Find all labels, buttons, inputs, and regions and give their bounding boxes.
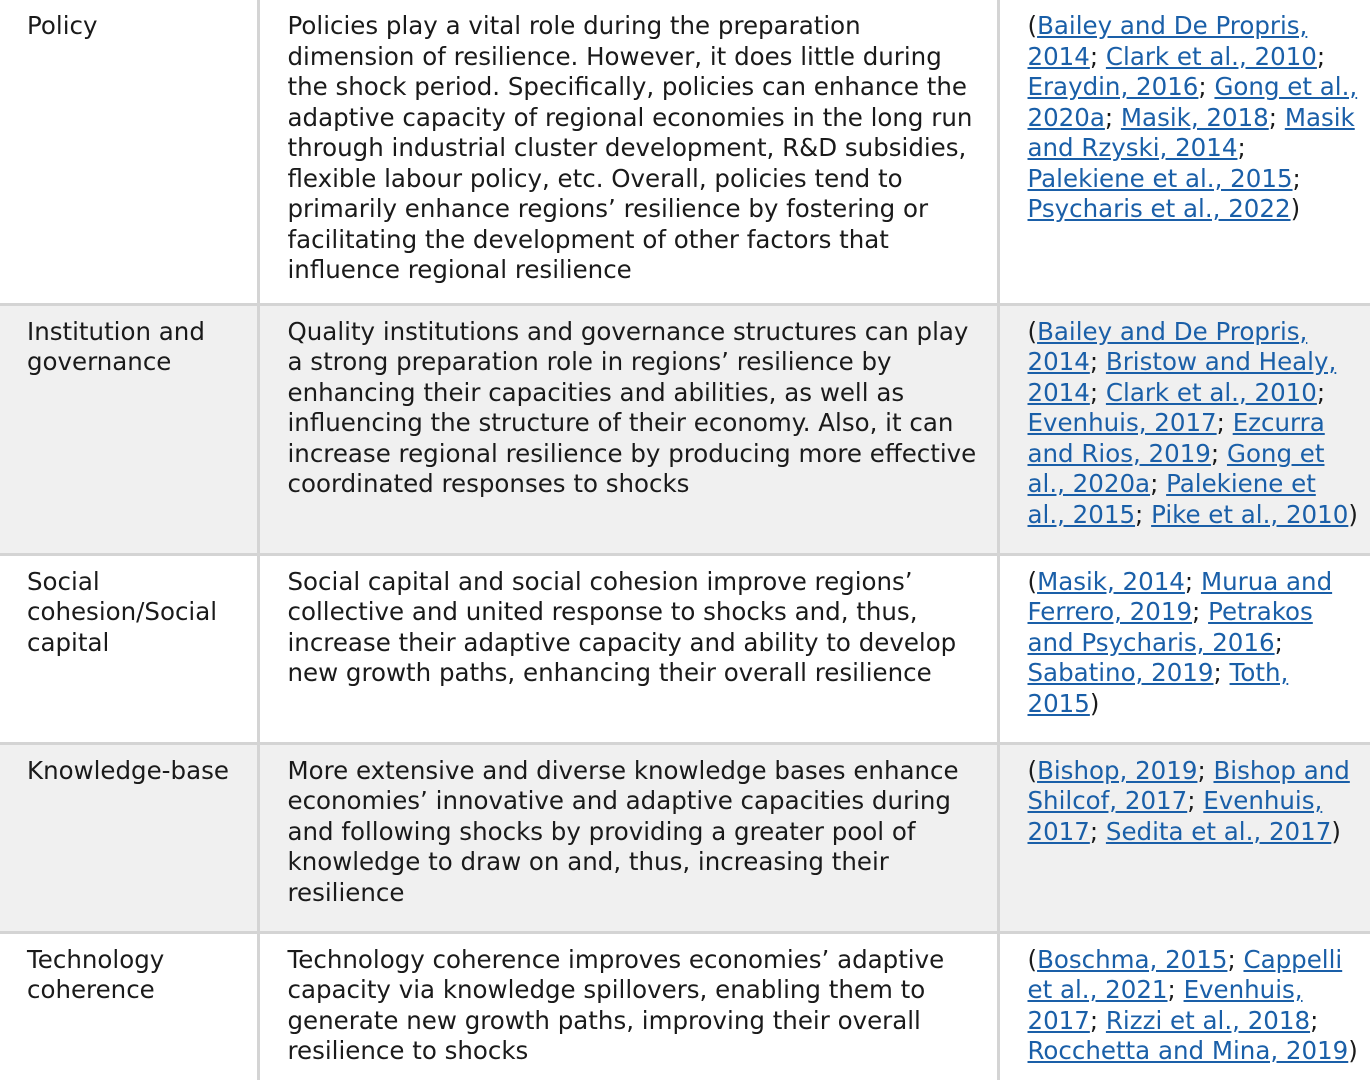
reference-link[interactable]: Gong et al., 2020a: [1027, 438, 1325, 498]
table-row: [0, 743, 1370, 932]
separator: ;: [1292, 163, 1301, 193]
close-paren: ): [1331, 816, 1341, 846]
reference-link[interactable]: Clark et al., 2010: [1105, 377, 1317, 407]
reference-link[interactable]: Bailey and De Propris, 2014: [1027, 316, 1308, 376]
separator: ;: [1089, 1005, 1106, 1035]
table-row: [0, 0, 1370, 304]
open-paren: (: [1027, 566, 1038, 596]
reference-link[interactable]: Pike et al., 2010: [1151, 499, 1349, 529]
close-paren: ): [1290, 194, 1301, 223]
reference-link[interactable]: Masik, 2014: [1037, 566, 1185, 596]
open-paren: (: [1027, 316, 1038, 346]
references-cell: [998, 304, 1370, 554]
separator: ;: [1213, 658, 1230, 687]
separator: ;: [1316, 377, 1326, 407]
open-paren: (: [1027, 755, 1038, 785]
separator: ;: [1184, 566, 1201, 596]
description-cell: Policies play a vital role during the preparation dimension of resilience. However, it does little during the shock period. Specifically, policies can enhance the adaptive capacity of regional economies in the long run through industrial cluster development, R&D subsidies, flexible labour policy, etc. Overall, policies tend to primarily enhance regions’ resilience by fostering or facilitating the development of other factors that influence regional resilience: [258, 0, 998, 304]
reference-link[interactable]: Ezcurra and Rios, 2019: [1027, 408, 1325, 468]
reference-link[interactable]: Palekiene et al., 2015: [1027, 163, 1293, 193]
factor-cell: Knowledge-base: [0, 743, 258, 932]
reference-link[interactable]: Palekiene et al., 2015: [1027, 469, 1316, 529]
separator: ;: [1089, 41, 1106, 71]
reference-link[interactable]: Boschma, 2015: [1037, 944, 1228, 974]
separator: ;: [1197, 755, 1214, 785]
separator: ;: [1274, 627, 1283, 657]
reference-link[interactable]: Bristow and Healy, 2014: [1027, 347, 1337, 407]
description-cell: Technology coherence improves economies’ adaptive capacity via knowledge spillovers, enabling them to generate new growth paths, improving their overall resilience to shocks: [258, 932, 998, 1080]
factor-cell: Institution and governance: [0, 304, 258, 554]
reference-link[interactable]: Toth, 2015: [1027, 658, 1289, 718]
open-paren: (: [1027, 11, 1038, 40]
close-paren: ): [1348, 1036, 1358, 1065]
reference-link[interactable]: Evenhuis, 2017: [1027, 408, 1217, 437]
separator: ;: [1310, 1005, 1319, 1035]
reference-link[interactable]: Masik, 2018: [1120, 102, 1269, 132]
separator: ;: [1089, 347, 1106, 376]
table-row: [0, 554, 1370, 743]
separator: ;: [1150, 469, 1167, 498]
reference-link[interactable]: Sabatino, 2019: [1027, 658, 1214, 687]
reference-link[interactable]: Bishop, 2019: [1037, 755, 1198, 785]
reference-link[interactable]: Psycharis et al., 2022: [1027, 194, 1291, 223]
separator: ;: [1227, 944, 1244, 974]
separator: ;: [1237, 133, 1246, 162]
reference-link[interactable]: Bishop and Shilcof, 2017: [1027, 755, 1350, 815]
reference-link[interactable]: Evenhuis, 2017: [1027, 975, 1303, 1035]
reference-link[interactable]: Sedita et al., 2017: [1105, 816, 1332, 846]
separator: ;: [1187, 786, 1204, 815]
reference-link[interactable]: Masik and Rzyski, 2014: [1027, 102, 1355, 162]
reference-link[interactable]: Cappelli et al., 2021: [1027, 944, 1343, 1004]
references-cell: [998, 0, 1370, 304]
separator: ;: [1089, 816, 1106, 846]
separator: ;: [1216, 408, 1233, 437]
separator: ;: [1316, 41, 1326, 71]
separator: ;: [1135, 499, 1152, 529]
table-row: [0, 304, 1370, 554]
separator: ;: [1198, 72, 1215, 101]
reference-link[interactable]: Rizzi et al., 2018: [1105, 1005, 1311, 1035]
separator: ;: [1089, 377, 1106, 407]
reference-link[interactable]: Evenhuis, 2017: [1027, 786, 1323, 846]
reference-link[interactable]: Bailey and De Propris, 2014: [1027, 11, 1308, 71]
reference-link[interactable]: Clark et al., 2010: [1105, 41, 1317, 71]
close-paren: ): [1348, 499, 1358, 529]
references-cell: [998, 554, 1370, 743]
table-row: [0, 932, 1370, 1080]
description-cell: Quality institutions and governance structures can play a strong preparation role in regions’ resilience by enhancing their capacities and abilities, as well as influencing the structure of their economy. Also, it can increase regional resilience by producing more effective coordinated responses to shocks: [258, 304, 998, 554]
reference-link[interactable]: Murua and Ferrero, 2019: [1027, 566, 1333, 626]
separator: ;: [1268, 102, 1285, 132]
description-cell: Social capital and social cohesion improve regions’ collective and united response to shocks and, thus, increase their adaptive capacity and ability to develop new growth paths, enhancing their overall resilience: [258, 554, 998, 743]
separator: ;: [1210, 438, 1227, 468]
reference-link[interactable]: Petrakos and Psycharis, 2016: [1027, 597, 1313, 657]
close-paren: ): [1089, 688, 1100, 718]
references-cell: [998, 743, 1370, 932]
factor-cell: Technology coherence: [0, 932, 258, 1080]
separator: ;: [1192, 597, 1209, 626]
reference-link[interactable]: Rocchetta and Mina, 2019: [1027, 1036, 1349, 1065]
separator: ;: [1104, 102, 1121, 132]
reference-link[interactable]: Gong et al., 2020a: [1027, 72, 1358, 132]
factor-cell: Policy: [0, 0, 258, 304]
reference-link[interactable]: Eraydin, 2016: [1027, 72, 1199, 101]
separator: ;: [1167, 975, 1184, 1004]
description-cell: More extensive and diverse knowledge bases enhance economies’ innovative and adaptive capacities during and following shocks by providing a greater pool of knowledge to draw on and, thus, increasing their resilience: [258, 743, 998, 932]
open-paren: (: [1027, 944, 1038, 974]
references-cell: [998, 932, 1370, 1080]
factor-cell: Social cohesion/Social capital: [0, 554, 258, 743]
